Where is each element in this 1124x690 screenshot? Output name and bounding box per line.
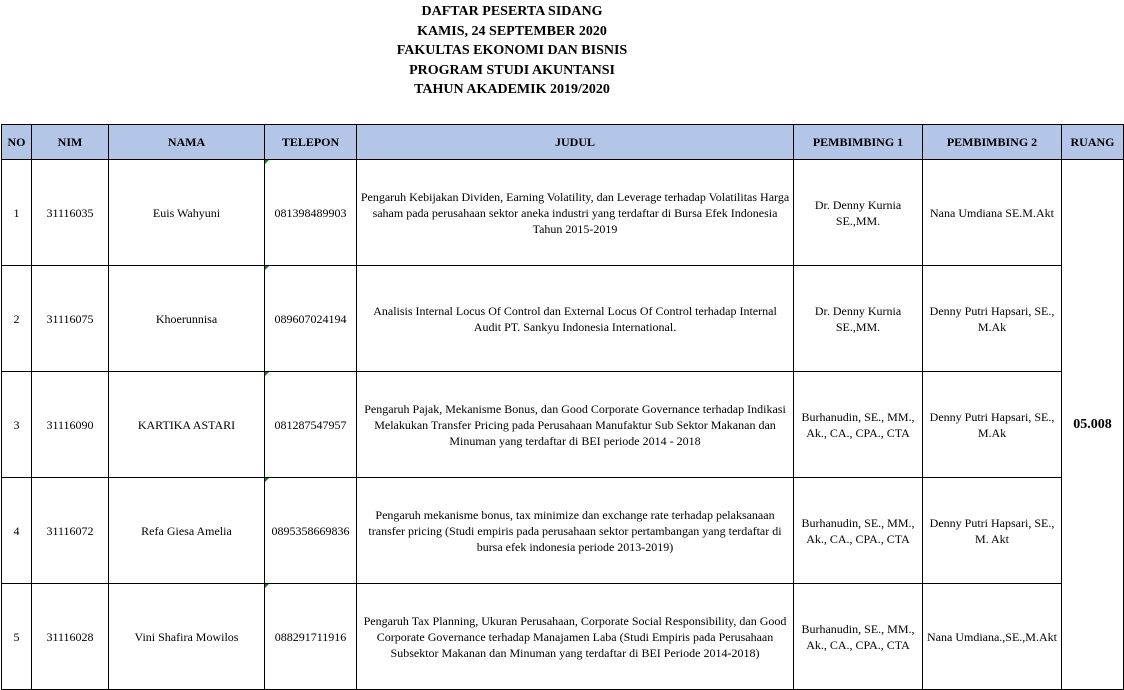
col-header-pembimbing2: PEMBIMBING 2 <box>923 125 1062 160</box>
cell-pembimbing2: Denny Putri Hapsari, SE., M.Ak <box>923 266 1062 372</box>
cell-nim: 31116072 <box>32 478 109 584</box>
col-header-pembimbing1: PEMBIMBING 1 <box>794 125 923 160</box>
col-header-no: NO <box>2 125 32 160</box>
cell-telepon: 081398489903 <box>265 160 357 266</box>
table-row <box>2 584 1124 690</box>
header-program: PROGRAM STUDI AKUNTANSI <box>409 62 615 78</box>
col-header-ruang: RUANG <box>1062 125 1124 160</box>
cell-pembimbing1: Burhanudin, SE., MM., Ak., CA., CPA., CTA <box>794 372 923 478</box>
cell-judul: Pengaruh mekanisme bonus, tax minimize dan exchange rate terhadap pelaksanaan transfer pricing (Studi empiris pada perusahaan sektor pertambangan yang terdaftar di bursa efek indonesia periode 2013-2019) <box>357 478 794 584</box>
table-row <box>2 372 1124 478</box>
col-header-judul: JUDUL <box>357 125 794 160</box>
col-header-nama: NAMA <box>109 125 265 160</box>
cell-nim: 31116028 <box>32 584 109 690</box>
table-row <box>2 160 1124 266</box>
cell-pembimbing1: Burhanudin, SE., MM., Ak., CA., CPA., CTA <box>794 584 923 690</box>
cell-no: 3 <box>2 372 32 478</box>
cell-judul: Pengaruh Kebijakan Dividen, Earning Volatility, dan Leverage terhadap Volatilitas Harga saham pada perusahaan sektor aneka industri yang terdaftar di Bursa Efek Indonesia Tahun 2015-2019 <box>357 160 794 266</box>
table-header-row <box>2 125 1124 160</box>
cell-pembimbing2: Nana Umdiana.,SE.,M.Akt <box>923 584 1062 690</box>
header-title: DAFTAR PESERTA SIDANG <box>421 4 603 19</box>
cell-ruang: 05.008 <box>1062 160 1124 690</box>
cell-judul: Analisis Internal Locus Of Control dan External Locus Of Control terhadap Internal Audit PT. Sankyu Indonesia International. <box>357 266 794 372</box>
cell-pembimbing1: Burhanudin, SE., MM., Ak., CA., CPA., CTA <box>794 478 923 584</box>
table-row <box>2 266 1124 372</box>
header-academic-year: TAHUN AKADEMIK 2019/2020 <box>414 82 610 97</box>
table-row <box>2 478 1124 584</box>
cell-nama: Refa Giesa Amelia <box>109 478 265 584</box>
cell-no: 1 <box>2 160 32 266</box>
cell-nama: Vini Shafira Mowilos <box>109 584 265 690</box>
cell-pembimbing1: Dr. Denny Kurnia SE.,MM. <box>794 266 923 372</box>
cell-telepon: 089607024194 <box>265 266 357 372</box>
cell-no: 4 <box>2 478 32 584</box>
cell-no: 2 <box>2 266 32 372</box>
col-header-nim: NIM <box>32 125 109 160</box>
document-header <box>0 2 1024 100</box>
cell-judul: Pengaruh Tax Planning, Ukuran Perusahaan, Corporate Social Responsibility, dan Good Corporate Governance terhadap Manajamen Laba (Studi Empiris pada Perusahaan Subsektor Makanan dan Minuman yang terdaftar di BEI Periode 2014-2018) <box>357 584 794 690</box>
col-header-telepon: TELEPON <box>265 125 357 160</box>
cell-nama: Euis Wahyuni <box>109 160 265 266</box>
cell-telepon: 0895358669836 <box>265 478 357 584</box>
header-faculty: FAKULTAS EKONOMI DAN BISNIS <box>396 43 628 58</box>
header-date: KAMIS, 24 SEPTEMBER 2020 <box>417 23 607 39</box>
cell-nim: 31116090 <box>32 372 109 478</box>
cell-pembimbing2: Denny Putri Hapsari, SE., M. Akt <box>923 478 1062 584</box>
cell-nama: KARTIKA ASTARI <box>109 372 265 478</box>
cell-pembimbing2: Nana Umdiana SE.M.Akt <box>923 160 1062 266</box>
cell-judul: Pengaruh Pajak, Mekanisme Bonus, dan Good Corporate Governance terhadap Indikasi Melakukan Transfer Pricing pada Perusahaan Manufaktur Sub Sektor Makanan dan Minuman yang terdaftar di BEI periode 2014 - 2018 <box>357 372 794 478</box>
cell-pembimbing2: Denny Putri Hapsari, SE., M.Ak <box>923 372 1062 478</box>
cell-nama: Khoerunnisa <box>109 266 265 372</box>
cell-nim: 31116075 <box>32 266 109 372</box>
cell-telepon: 081287547957 <box>265 372 357 478</box>
participants-table <box>1 124 1124 690</box>
cell-telepon: 088291711916 <box>265 584 357 690</box>
cell-no: 5 <box>2 584 32 690</box>
cell-pembimbing1: Dr. Denny Kurnia SE.,MM. <box>794 160 923 266</box>
cell-nim: 31116035 <box>32 160 109 266</box>
